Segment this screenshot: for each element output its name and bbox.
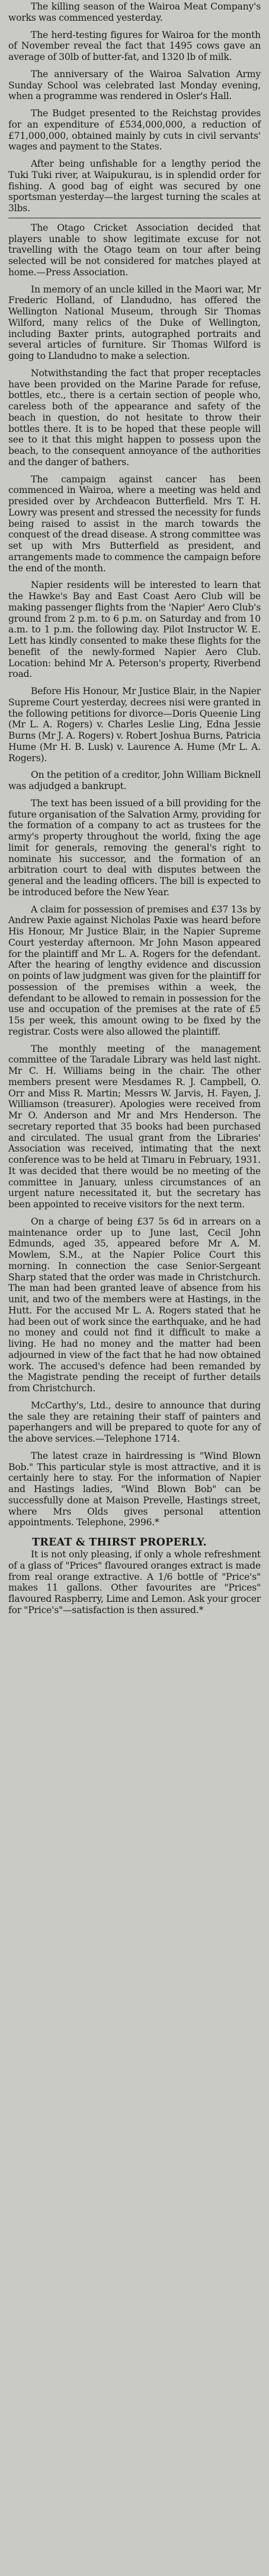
advert-wind-blown-bob: The latest craze in hairdressing is "Wind Blown Bob." This particular style is most attractive, and it is certainly here to stay. For the information of Napier and Hastings ladies, "Wind Blown Bob" can be successfully done at Maison Prevelle, Hastings street, where Mrs Olds gives personal attention appointments. Telephone, 2996.* [8, 1450, 261, 1528]
advert-heading: TREAT & THIRST PROPERLY. [32, 1537, 207, 1548]
news-item-bankruptcy: On the petition of a creditor, John William Bicknell was adjudged a bankrupt. [8, 769, 261, 791]
news-item-salvation-army-school: The anniversary of the Wairoa Salvation Army Sunday School was celebrated last Monday evening, when a programme was rendered in Osler's Hall. [8, 68, 261, 102]
news-item-cancer-campaign: The campaign against cancer has been commenced in Wairoa, where a meeting was held and presided over by Archdeacon Butterfield. Mrs T. H. Lowry was present and stressed the necessity for funds being raised to assist in the march towards the conquest of the dread disease. A strong committee was set up with Mrs Butterfield as president, and arrangements made to commence the campaign before the end of the month. [8, 473, 261, 574]
news-item-marine-parade-bottles: Notwithstanding the fact that proper receptacles have been provided on the Marine Parade for refuse, bottles, etc., there is a certain section of people who, careless both of the appearance and safety of the beach in question, do not hesitate to throw their bottles there. It is to be hoped that these people will see to it that this might happen to possess upon the beach, to the consequent annoyance of the authorities and the danger of bathers. [8, 367, 261, 468]
news-item-possession-claim: A claim for possession of premises and £37 13s by Andrew Paxie against Nicholas Paxie was heard before His Honour, Mr Justice Blair, in the Napier Supreme Court yesterday afternoon. Mr John Mason appeared for the plaintiff and Mr L. A. Rogers for the defendant. After the hearing of lengthy evidence and discussion on points of law judgment was given for the plaintiff for possession of the premises within a week, the defendant to be allowed to remain in possession for the use and occupation of the premises at the rate of £5 15s per week, this amount owing to be fixed by the registrar. Costs were also allowed the plaintiff. [8, 904, 261, 1037]
news-item-tuki-tuki-fishing: After being unfishable for a lengthy period the Tuki Tuki river, at Waipukurau, is in splendid order for fishing. A good bag of eight was secured by one sportsman yesterday—the largest turning the scales at 3lbs. [8, 158, 261, 214]
news-item-divorce-decrees: Before His Honour, Mr Justice Blair, in the Napier Supreme Court yesterday, decrees nisi were granted in the following petitions for divorce—Doris Queenie Ling (Mr L. A. Rogers) v. Charles Leslie Ling, Edna Jessie Burns (Mr J. A. Rogers) v. Robert Joshua Burns, Patricia Hume (Mr H. B. Lusk) v. Laurence A. Hume (Mr L. A. Rogers). [8, 686, 261, 764]
news-item-wellington-relics: In memory of an uncle killed in the Maori war, Mr Frederic Holland, of Llandudno, has offered the Wellington National Museum, through Sir Thomas Wilford, many relics of the Duke of Wellington, including Baxter prints, autographed portraits and several articles of furniture. Sir Thomas Wilford is going to Llandudno to make a selection. [8, 284, 261, 361]
news-item-taradale-library: The monthly meeting of the management committee of the Taradale Library was held last night. Mr C. H. Williams being in the chair. The other members present were Mesdames R. J. Campbell, O. Orr and Miss R. Martin; Messrs W. Jarvis, H. Fayen, J. Williamson (treasurer). Apologies were received from Mr O. Anderson and Mr and Mrs Henderson. The secretary reported that 35 books had been purchased and circulated. The usual grant from the Libraries' Association was received, intimating that the next conference was to be held at Timaru in February, 1931. It was decided that there would be no meeting of the committee in January, unless circumstances of an urgent nature necessitated it, but the secretary has been appointed to receive visitors for the next term. [8, 1043, 261, 1210]
advert-prices-orange: It is not only pleasing, if only a whole refreshment of a glass of "Prices" flavoured oranges extract is made from real orange extractive. A 1/6 bottle of "Price's" makes 11 gallons. Other favourites are "Prices" flavoured Raspberry, Lime and Lemon. Ask your grocer for "Price's"—satisfaction is then assured.* [8, 1549, 261, 1615]
news-item-salvation-army-bill: The text has been issued of a bill providing for the future organisation of the Salvation Army, providing for the formation of a company to act as trustees for the army's property throughout the world, fixing the age limit for generals, removing the general's right to nominate his successor, and the formation of an arbitration court to deal with disputes between the general and the leading officers. The bill is expected to be introduced before the New Year. [8, 797, 261, 898]
news-item-reichstag-budget: The Budget presented to the Reichstag provides for an expenditure of £534,000,000, a reduction of £71,000,000, obtained mainly by cuts in civil servants' wages and payment to the States. [8, 108, 261, 152]
news-item-meat-works: The killing season of the Wairoa Meat Company's works was commenced yesterday. [8, 1, 261, 23]
news-item-aero-club-flights: Napier residents will be interested to learn that the Hawke's Bay and East Coast Aero Club will be making passenger flights from the 'Napier' Aero Club's ground from 2 p.m. to 6 p.m. on Saturday and from 10 a.m. to 1 p.m. the following day. Pilot Instructor W. E. Lett has kindly consented to make these flights for the benefit of the newly-formed Napier Aero Club. Location: behind Mr A. Peterson's property, Riverbend road. [8, 580, 261, 680]
news-item-herd-testing: The herd-testing figures for Wairoa for the month of November reveal the fact that 1495 cows gave an average of 30lb of butter-fat, and 1320 lb of milk. [8, 29, 261, 62]
news-item-maintenance-arrears: On a charge of being £37 5s 6d in arrears on a maintenance order up to June last, Cecil John Edmunds, aged 35, appeared before Mr A. M. Mowlem, S.M., at the Napier Police Court this morning. In connection the case Senior-Sergeant Sharp stated that the order was made in Christchurch. The man had been granted leave of absence from his unit, and two of the members were at Hastings, in the Hutt. For the accused Mr L. A. Rogers stated that he had been out of work since the earthquake, and he had no money and could not find it difficult to make a living. He had no money and the matter had been adjourned in view of the fact that he had now obtained work. The accused's defence had been remanded by the Magistrate pending the receipt of further details from Christchurch. [8, 1216, 261, 1394]
news-item-otago-cricket: The Otago Cricket Association decided that players unable to show legitimate excuse for not travelling with the Otago team on tour after being selected will be not considered for matches played at home.—Press Association. [8, 222, 261, 278]
advert-mccarthys: McCarthy's, Ltd., desire to announce that during the sale they are retaining their staff of painters and paperhangers and will be prepared to quote for any of the above services.—Telephone 1714. [8, 1400, 261, 1444]
